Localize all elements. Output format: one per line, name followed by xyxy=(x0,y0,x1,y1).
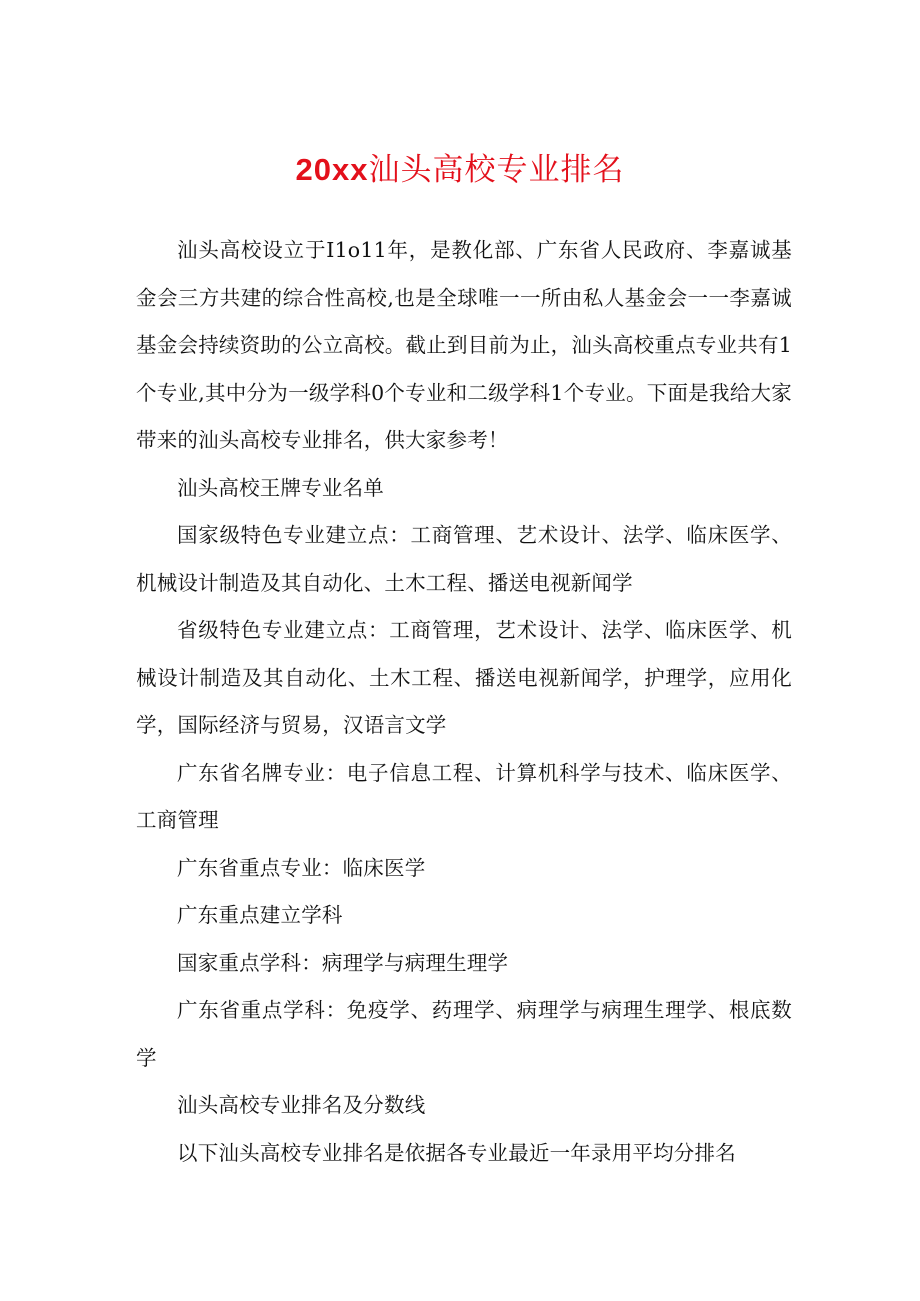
national-featured-majors-paragraph: 国家级特色专业建立点：工商管理、艺术设计、法学、临床医学、机械设计制造及其自动化、土木工程、播送电视新闻学 xyxy=(136,523,792,595)
national-key-disciplines-paragraph: 国家重点学科：病理学与病理生理学 xyxy=(177,950,509,975)
provincial-featured-majors-paragraph: 省级特色专业建立点：工商管理，艺术设计、法学、临床医学、机械设计制造及其自动化、土木工程、播送电视新闻学，护理学，应用化学，国际经济与贸易，汉语言文学 xyxy=(136,618,792,737)
section-heading-flagship-majors: 汕头高校王牌专业名单 xyxy=(177,475,384,500)
section-heading-key-disciplines: 广东重点建立学科 xyxy=(177,903,343,927)
title-text: 汕头高校专业排名 xyxy=(368,152,625,188)
provincial-key-disciplines-paragraph: 广东省重点学科：免疫学、药理学、病理学与病理生理学、根底数学 xyxy=(136,998,792,1070)
intro-paragraph: 汕头高校设立于I1o11年，是教化部、广东省人民政府、李嘉诚基金会三方共建的综合性高校,也是全球唯一一所由私人基金会一一李嘉诚基金会持续资助的公立高校。截止到目前为止，汕头高校重点专业共有1个专业,其中分为一级学科0个专业和二级学科1个专业。下面是我给大家带来的汕头高校专业排名，供大家参考！ xyxy=(136,238,792,452)
ranking-note-paragraph: 以下汕头高校专业排名是依据各专业最近一年录用平均分排名 xyxy=(177,1140,736,1165)
section-heading-ranking-scores: 汕头高校专业排名及分数线 xyxy=(177,1093,426,1117)
document-title xyxy=(0,148,920,192)
guangdong-brand-majors-paragraph: 广东省名牌专业：电子信息工程、计算机科学与技术、临床医学、工商管理 xyxy=(136,760,792,832)
title-year: 20xx xyxy=(295,152,369,187)
document-body xyxy=(136,227,792,1177)
guangdong-key-majors-paragraph: 广东省重点专业：临床医学 xyxy=(177,855,426,880)
